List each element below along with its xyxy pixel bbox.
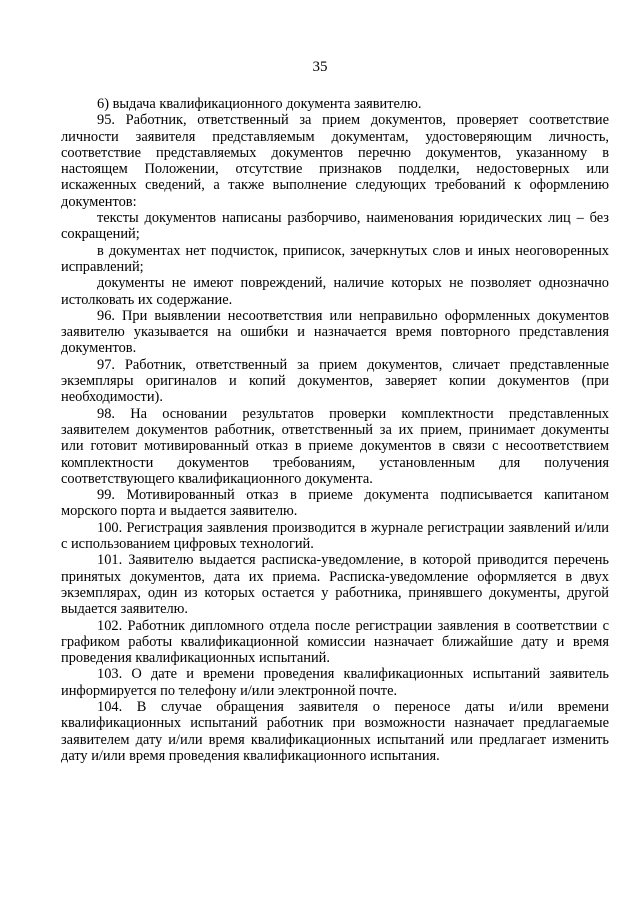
paragraph-102: 102. Работник дипломного отдела после регистрации заявления в соответствии с графиком работы квалификационной комиссии назначает ближайшие дату и время проведения квалификационных испытаний. [61,617,609,667]
paragraph-104: 104. В случае обращения заявителя о переносе даты и/или времени квалификационных испытаний работник при возможности назначает предлагаемые заявителем дату и/или время квалификационных испытаний или предлагает изменить дату и/или время проведения квалификационного испытания. [61,698,609,764]
paragraph-100: 100. Регистрация заявления производится в журнале регистрации заявлений и/или с использованием цифровых технологий. [61,519,609,553]
paragraph-issue-document: 6) выдача квалификационного документа заявителю. [97,96,422,112]
paragraph-96: 96. При выявлении несоответствия или неправильно оформленных документов заявителю указывается на ошибки и назначается время повторного представления документов. [61,307,609,357]
paragraph-99: 99. Мотивированный отказ в приеме документа подписывается капитаном морского порта и выдается заявителю. [61,487,609,520]
paragraph-requirement-no-damage: документы не имеют повреждений, наличие которых не позволяет однозначно истолковать их содержание. [61,275,609,308]
paragraph-97: 97. Работник, ответственный за прием документов, сличает представленные экземпляры оригиналов и копий документов, заверяет копии документов (при необходимости). [61,356,609,406]
paragraph-98: 98. На основании результатов проверки комплектности представленных заявителем документов работник, ответственный за их прием, принимает документы или готовит мотивированный отказ в приеме документов в связи с несоответствием комплектности документов требованиям, установленным для получения соответствующего квалификационного документа. [61,405,609,487]
paragraph-requirement-legible: тексты документов написаны разборчиво, наименования юридических лиц – без сокращений; [61,210,609,243]
paragraph-requirement-no-corrections: в документах нет подчисток, приписок, зачеркнутых слов и иных неоговоренных исправлений; [61,242,609,275]
paragraph-101: 101. Заявителю выдается расписка-уведомление, в которой приводится перечень принятых документов, дата их приема. Расписка-уведомление оформляется в двух экземплярах, один из которых остается у работника, принявшего документы, другой выдается заявителю. [61,552,609,618]
paragraph-95: 95. Работник, ответственный за прием документов, проверяет соответствие личности заявителя представляемым документам, удостоверяющим личность, соответствие представляемых документов перечню документов, указанному в настоящем Положении, отсутствие признаков подделки, недостоверных или искаженных сведений, а также выполнение следующих требований к оформлению документов: [61,112,609,210]
document-body [61,96,609,764]
paragraph-103: 103. О дате и времени проведения квалификационных испытаний заявитель информируется по телефону и/или электронной почте. [61,666,609,699]
page-number: 35 [312,59,328,75]
